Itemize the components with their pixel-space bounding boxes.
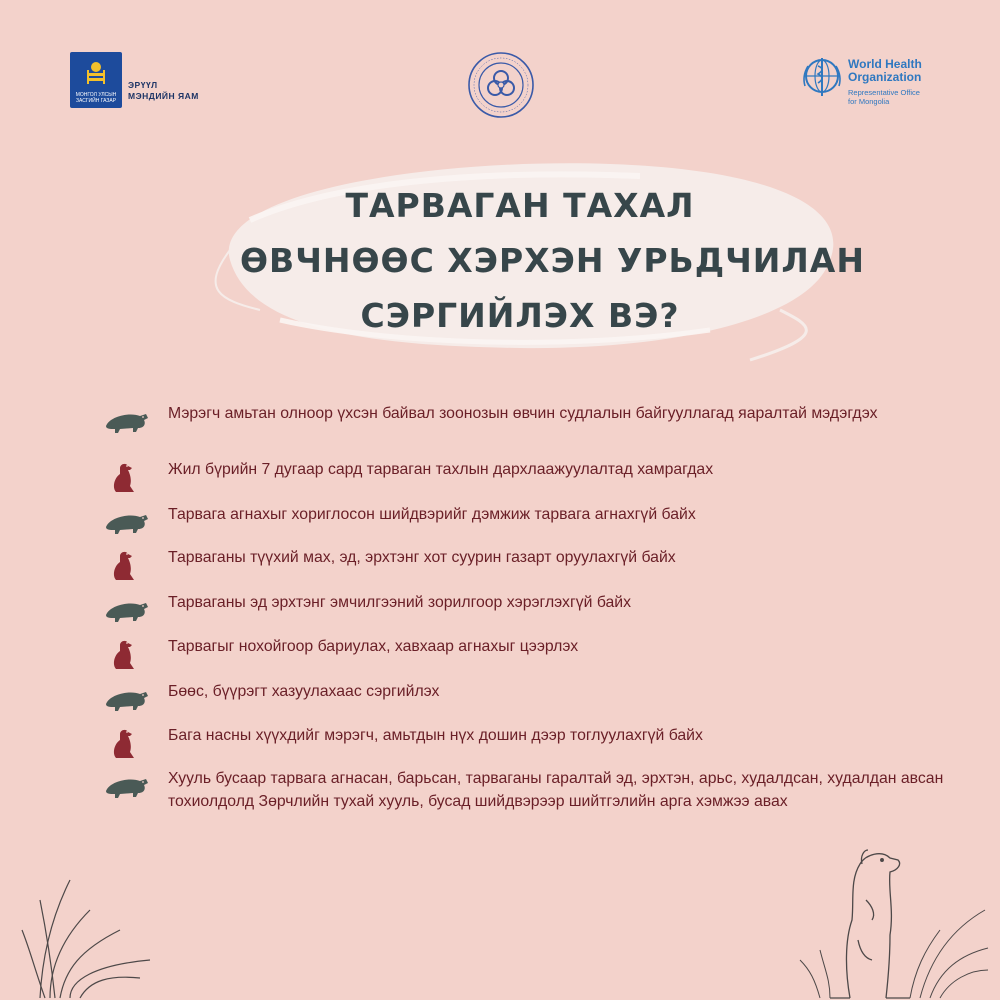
ministry-line1: ЭРҮҮЛ xyxy=(128,80,158,90)
list-item-text: Тарвагыг нохойгоор бариулах, хавхаар агнахыг цээрлэх xyxy=(168,638,579,655)
marmot-illustration xyxy=(790,820,990,1000)
who-name-line2: Organization xyxy=(848,70,922,84)
soyombo-emblem-icon xyxy=(70,52,122,108)
marmot-icon xyxy=(100,458,152,498)
grass-illustration xyxy=(20,870,160,1000)
marmot-icon xyxy=(100,402,152,442)
ministry-logo xyxy=(70,52,230,112)
marmot-icon xyxy=(100,767,152,807)
title-line3: СЭРГИЙЛЭХ ВЭ? xyxy=(360,296,680,335)
list-item-text: Тарваганы түүхий мах, эд, эрхтэнг хот суурин газарт оруулахгүй байх xyxy=(168,549,676,566)
page-title xyxy=(240,178,865,343)
marmot-icon xyxy=(100,503,152,543)
who-emblem-icon xyxy=(800,54,844,98)
list-item-text: Тарваганы эд эрхтэнг эмчилгээний зорилгоор хэрэглэхгүй байх xyxy=(168,594,632,611)
marmot-icon xyxy=(100,635,152,675)
list-item-text: Жил бүрийн 7 дугаар сард тарваган тахлын дархлаажуулалтад хамрагдах xyxy=(168,461,714,478)
who-office xyxy=(848,88,958,106)
marmot-icon xyxy=(100,680,152,720)
list-item-text: Тарвага агнахыг хориглосон шийдвэрийг дэмжиж тарвага агнахгүй байх xyxy=(168,506,696,523)
marmot-icon xyxy=(100,724,152,764)
list-item-text: Бөөс, бүүрэгт хазуулахаас сэргийлэх xyxy=(168,683,440,700)
list-item-text: Мэрэгч амьтан олноор үхсэн байвал зоонозын өвчин судлалын байгууллагад яаралтай мэдэгдэх xyxy=(168,405,878,422)
who-office-line2: for Mongolia xyxy=(848,97,890,106)
title-line1: ТАРВАГАН ТАХАЛ xyxy=(345,186,695,225)
ministry-name xyxy=(128,80,238,102)
biohazard-seal-icon xyxy=(466,50,536,120)
marmot-icon xyxy=(100,591,152,631)
marmot-icon xyxy=(100,546,152,586)
who-office-line1: Representative Office xyxy=(848,88,920,97)
list-item-text: Бага насны хүүхдийг мэрэгч, амьтдын нүх дошин дээр тоглуулахгүй байх xyxy=(168,727,703,744)
title-line2: ӨВЧНӨӨС ХЭРХЭН УРЬДЧИЛАН xyxy=(240,241,865,280)
ministry-line2: МЭНДИЙН ЯАМ xyxy=(128,91,199,101)
list-item-text: Хууль бусаар тарвага агнасан, барьсан, тарваганы гаралтай эд, эрхтэн, арьс, худалдсан, худалдан авсан тохиолдолд Зөрчлийн тухай хууль, бусад шийдвэрээр шийтгэлийн арга хэмжээ авах xyxy=(168,770,944,810)
government-label: МОНГОЛ УЛСЫН ЗАСГИЙН ГАЗАР xyxy=(75,92,117,104)
who-logo xyxy=(800,54,960,114)
who-name xyxy=(848,58,958,84)
who-name-line1: World Health xyxy=(848,57,922,71)
